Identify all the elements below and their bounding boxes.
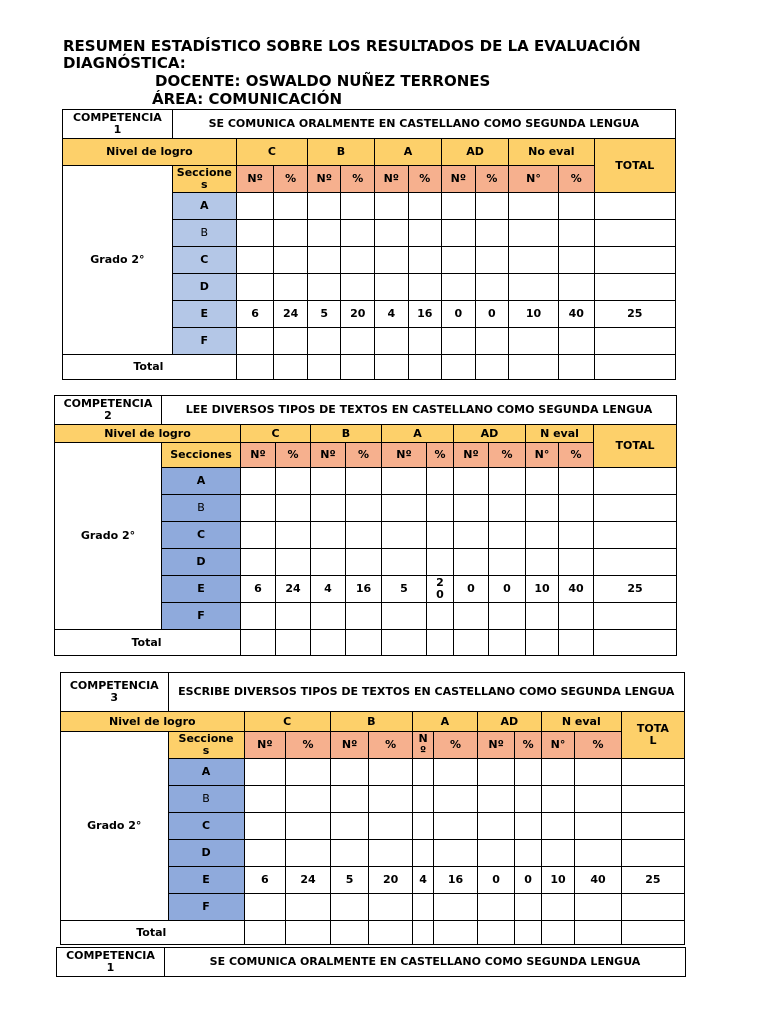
- value-cell: 0: [475, 301, 509, 328]
- competencia-title: ESCRIBE DIVERSOS TIPOS DE TEXTOS EN CASTELLANO COMO SEGUNDA LENGUA: [168, 673, 684, 712]
- sub-header: %: [489, 443, 526, 468]
- level-no-eval-header: N eval: [526, 425, 594, 443]
- report-title-line1: RESUMEN ESTADÍSTICO SOBRE LOS RESULTADOS DE LA EVALUACIÓN: [63, 37, 641, 55]
- nivel-de-logro-header: Nivel de logro: [61, 712, 245, 732]
- total-row-label: Total: [55, 630, 241, 656]
- sub-header: N°: [509, 166, 559, 193]
- total-header: TOTAL: [594, 425, 677, 468]
- value-cell: 24: [286, 867, 331, 894]
- section-e: E: [168, 867, 244, 894]
- row-total-cell: 25: [621, 867, 684, 894]
- section-f: F: [172, 328, 236, 355]
- total-row-label: Total: [63, 355, 237, 380]
- value-cell: 0: [442, 301, 476, 328]
- value-cell: 16: [434, 867, 478, 894]
- level-a-header: A: [375, 139, 442, 166]
- level-a-header: A: [412, 712, 477, 732]
- competencia-label: COMPETENCIA 3: [61, 673, 169, 712]
- value-cell: 24: [276, 576, 311, 603]
- nivel-de-logro-header: Nivel de logro: [63, 139, 237, 166]
- total-row-label: Total: [61, 921, 245, 945]
- value-cell: 10: [509, 301, 559, 328]
- sub-header: %: [369, 732, 413, 759]
- sub-header: %: [274, 166, 308, 193]
- section-b: B: [172, 220, 236, 247]
- sub-header: %: [341, 166, 375, 193]
- value-cell: 6: [241, 576, 276, 603]
- value-cell: 5: [307, 301, 341, 328]
- level-c-header: C: [236, 139, 307, 166]
- value-cell: 40: [558, 301, 594, 328]
- section-c: C: [172, 247, 236, 274]
- section-c: C: [162, 522, 241, 549]
- section-a: A: [172, 193, 236, 220]
- secciones-header: Secciones: [162, 443, 241, 468]
- value-cell: 4: [375, 301, 409, 328]
- section-a: A: [162, 468, 241, 495]
- value-cell: 16: [346, 576, 382, 603]
- row-total-cell: 25: [594, 301, 675, 328]
- report-title-line2: DIAGNÓSTICA:: [63, 54, 186, 72]
- level-b-header: B: [307, 139, 374, 166]
- sub-header: %: [434, 732, 478, 759]
- competencia-3-table: [60, 672, 685, 945]
- competencia-1-table: [62, 109, 676, 380]
- sub-header: N º: [412, 732, 433, 759]
- sub-header: %: [346, 443, 382, 468]
- section-d: D: [162, 549, 241, 576]
- value-cell: 6: [236, 301, 274, 328]
- level-ad-header: AD: [454, 425, 526, 443]
- level-b-header: B: [311, 425, 382, 443]
- sub-header: Nº: [330, 732, 369, 759]
- grado-cell: Grado 2°: [55, 443, 162, 630]
- grado-cell: Grado 2°: [63, 166, 173, 355]
- section-b: B: [168, 786, 244, 813]
- sub-header: N°: [541, 732, 574, 759]
- level-b-header: B: [330, 712, 412, 732]
- sub-header: %: [558, 166, 594, 193]
- row-total-cell: 25: [594, 576, 677, 603]
- value-cell: 0: [477, 867, 515, 894]
- sub-header: N°: [526, 443, 559, 468]
- sub-header: %: [475, 166, 509, 193]
- section-d: D: [172, 274, 236, 301]
- value-cell: 4: [412, 867, 433, 894]
- value-cell: 5: [330, 867, 369, 894]
- competencia-label: COMPETENCIA 1: [57, 948, 165, 977]
- section-d: D: [168, 840, 244, 867]
- sub-header: Nº: [442, 166, 476, 193]
- value-cell: 0: [454, 576, 489, 603]
- value-cell: 2 0: [427, 576, 454, 603]
- total-header: TOTAL: [594, 139, 675, 193]
- sub-header: %: [575, 732, 622, 759]
- level-ad-header: AD: [477, 712, 541, 732]
- total-header: TOTA L: [621, 712, 684, 759]
- value-cell: 0: [515, 867, 541, 894]
- sub-header: %: [427, 443, 454, 468]
- level-no-eval-header: N eval: [541, 712, 621, 732]
- section-b: B: [162, 495, 241, 522]
- value-cell: 20: [369, 867, 413, 894]
- level-no-eval-header: No eval: [509, 139, 594, 166]
- sub-header: %: [515, 732, 541, 759]
- competencia-2-table: [54, 395, 677, 656]
- competencia-label: COMPETENCIA 1: [63, 110, 173, 139]
- value-cell: 16: [408, 301, 442, 328]
- value-cell: 24: [274, 301, 308, 328]
- section-e: E: [172, 301, 236, 328]
- secciones-header: Seccione s: [172, 166, 236, 193]
- sub-header: Nº: [375, 166, 409, 193]
- nivel-de-logro-header: Nivel de logro: [55, 425, 241, 443]
- sub-header: Nº: [477, 732, 515, 759]
- competencia-1-footer-table: [56, 947, 686, 977]
- value-cell: 10: [541, 867, 574, 894]
- section-e: E: [162, 576, 241, 603]
- competencia-title: SE COMUNICA ORALMENTE EN CASTELLANO COMO SEGUNDA LENGUA: [172, 110, 675, 139]
- value-cell: 40: [575, 867, 622, 894]
- section-f: F: [168, 894, 244, 921]
- value-cell: 5: [382, 576, 427, 603]
- value-cell: 20: [341, 301, 375, 328]
- competencia-title: LEE DIVERSOS TIPOS DE TEXTOS EN CASTELLANO COMO SEGUNDA LENGUA: [162, 396, 677, 425]
- competencia-title: SE COMUNICA ORALMENTE EN CASTELLANO COMO SEGUNDA LENGUA: [165, 948, 686, 977]
- sub-header: Nº: [307, 166, 341, 193]
- level-c-header: C: [244, 712, 330, 732]
- sub-header: Nº: [241, 443, 276, 468]
- sub-header: Nº: [244, 732, 286, 759]
- value-cell: 40: [559, 576, 594, 603]
- grado-cell: Grado 2°: [61, 732, 169, 921]
- sub-header: Nº: [236, 166, 274, 193]
- teacher-name: DOCENTE: OSWALDO NUÑEZ TERRONES: [155, 72, 491, 90]
- competencia-label: COMPETENCIA 2: [55, 396, 162, 425]
- value-cell: 10: [526, 576, 559, 603]
- sub-header: Nº: [311, 443, 346, 468]
- sub-header: %: [286, 732, 331, 759]
- sub-header: %: [276, 443, 311, 468]
- subject-area: ÁREA: COMUNICACIÓN: [152, 90, 343, 108]
- section-a: A: [168, 759, 244, 786]
- value-cell: 6: [244, 867, 286, 894]
- level-ad-header: AD: [442, 139, 509, 166]
- value-cell: 4: [311, 576, 346, 603]
- level-a-header: A: [382, 425, 454, 443]
- level-c-header: C: [241, 425, 311, 443]
- sub-header: Nº: [382, 443, 427, 468]
- secciones-header: Seccione s: [168, 732, 244, 759]
- value-cell: 0: [489, 576, 526, 603]
- section-f: F: [162, 603, 241, 630]
- section-c: C: [168, 813, 244, 840]
- sub-header: %: [408, 166, 442, 193]
- sub-header: Nº: [454, 443, 489, 468]
- sub-header: %: [559, 443, 594, 468]
